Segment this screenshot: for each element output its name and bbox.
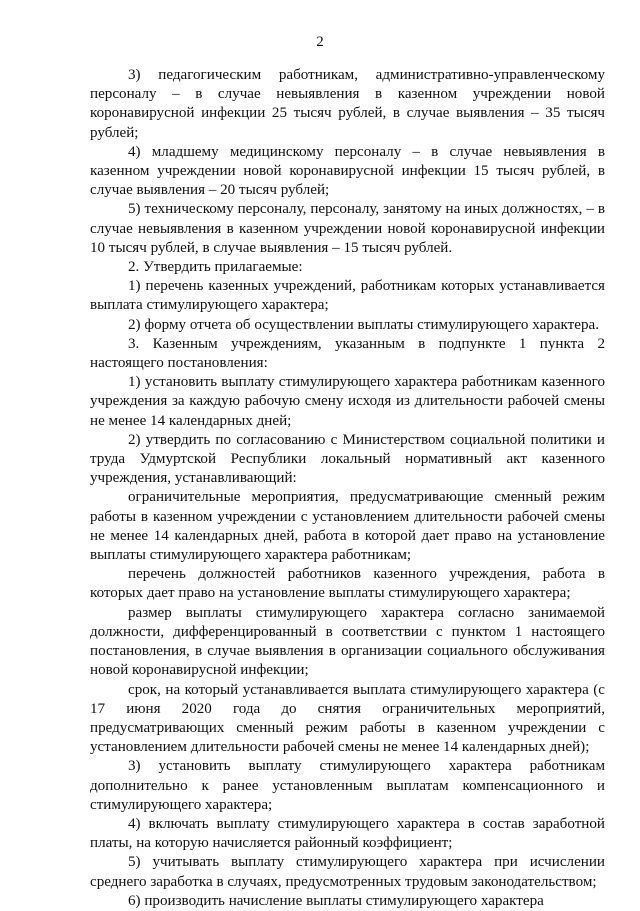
section-2-heading: 2. Утвердить прилагаемые:	[128, 259, 303, 276]
paragraph-2-2: 2) форму отчета об осуществлении выплаты стимулирующего характера.	[128, 316, 599, 333]
paragraph-3-2: 2) утвердить по согласованию с Министерством социальной политики и труда Удмуртской Республики локальный нормативный акт казенного учреждения, устанавливающий:	[90, 431, 605, 487]
paragraph-payment-term: срок, на который устанавливается выплата стимулирующего характера (с 17 июня 2020 года до снятия ограничительных мероприятий, предусматривающих сменный режим работы в казенном учреждении с установлением длительности рабочей смены не менее 14 календарных дней);	[90, 681, 605, 756]
paragraph-3-3: 3) установить выплату стимулирующего характера работникам дополнительно к ранее установленным выплатам компенсационного и стимулирующего характера;	[90, 758, 605, 813]
paragraph-3-6: 6) производить начисление выплаты стимулирующего характера	[128, 892, 544, 909]
paragraph-3-4: 4) включать выплату стимулирующего характера в состав заработной платы, на которую начисляется районный коэффициент;	[90, 815, 605, 852]
paragraph-positions-list: перечень должностей работников казенного учреждения, работа в которых дает право на установление выплаты стимулирующего характера;	[90, 566, 605, 602]
paragraph-2-1: 1) перечень казенных учреждений, работникам которых устанавливается выплата стимулирующего характера;	[90, 278, 605, 314]
paragraph-3-1: 1) установить выплату стимулирующего характера работникам казенного учреждения за каждую рабочую смену исходя из длительности рабочей смены не менее 14 календарных дней;	[90, 374, 605, 429]
body-text	[90, 66, 605, 911]
page-number: 2	[316, 34, 324, 50]
paragraph-item-5: 5) техническому персоналу, персоналу, занятому на иных должностях, – в случае невыявления в казенном учреждении новой коронавирусной инфекции 10 тысяч рублей, в случае выявления – 15 тысяч рублей.	[90, 201, 605, 256]
section-3-heading: 3. Казенным учреждениям, указанным в подпункте 1 пункта 2 настоящего постановления:	[90, 335, 605, 372]
paragraph-item-3: 3) педагогическим работникам, административно-управленческому персоналу – в случае невыявления в казенном учреждении новой коронавирусной инфекции 25 тысяч рублей, в случае выявления – 35 тысяч рублей;	[90, 67, 605, 141]
paragraph-3-5: 5) учитывать выплату стимулирующего характера при исчислении среднего заработка в случаях, предусмотренных трудовым законодательством;	[90, 854, 605, 890]
paragraph-payment-amount: размер выплаты стимулирующего характера согласно занимаемой должности, дифференцированный в соответствии с пунктом 1 настоящего постановления, в случае выявления в организации социального обслуживания новой коронавирусной инфекции;	[90, 604, 605, 679]
paragraph-item-4: 4) младшему медицинскому персоналу – в случае невыявления в казенном учреждении новой коронавирусной инфекции 15 тысяч рублей, в случае выявления – 20 тысяч рублей;	[90, 143, 605, 199]
paragraph-restrictive-measures: ограничительные мероприятия, предусматривающие сменный режим работы в казенном учреждении с установлением длительности рабочей смены не менее 14 календарных дней, работа в которой дает право на установление выплаты стимулирующего характера работникам;	[90, 489, 605, 564]
